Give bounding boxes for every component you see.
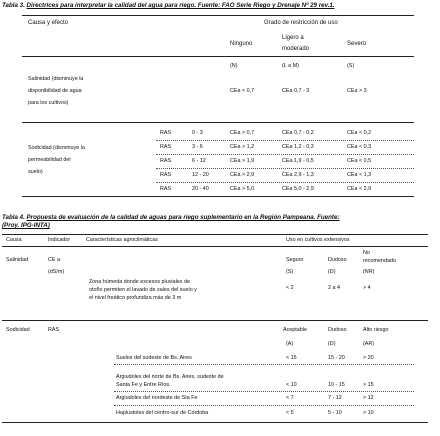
cell: < 7 bbox=[286, 395, 294, 401]
code: (D) bbox=[328, 341, 336, 347]
cell: < 5 bbox=[286, 410, 294, 416]
cell: RAS bbox=[160, 158, 172, 164]
cell: > 20 bbox=[363, 355, 374, 361]
table-4-caption-line-2: (Proy. IPG-INTA) bbox=[2, 222, 50, 229]
cell: < 15 bbox=[286, 355, 297, 361]
column-header: recomendado bbox=[363, 258, 396, 264]
cell: RAS bbox=[160, 130, 172, 136]
row-label: permeabilidad del bbox=[28, 157, 71, 163]
cell: 6 - 12 bbox=[192, 158, 206, 164]
column-header: Seguro bbox=[286, 257, 304, 263]
cell: CEa > 2,9 bbox=[230, 172, 255, 178]
column-header: Severo bbox=[347, 41, 367, 47]
cell: CEa < 0,3 bbox=[347, 144, 372, 150]
code: (N) bbox=[230, 63, 238, 69]
table-3-caption: Tabla 3. Directrices para interpretar la calidad del agua para riego. Fuente: FAO Serie Riego y Drenaje Nº 29 rev.1. bbox=[2, 2, 335, 9]
cell: CEa > 5,0 bbox=[230, 186, 255, 192]
cell: RAS bbox=[160, 144, 172, 150]
cell: CEa > 3 bbox=[347, 88, 367, 94]
code: (A) bbox=[286, 341, 294, 347]
rule bbox=[114, 364, 414, 365]
rule bbox=[156, 140, 414, 141]
code: (L a M) bbox=[282, 63, 299, 69]
description: el nivel freático profundiza más de 3 m bbox=[89, 295, 182, 301]
code: (NR) bbox=[363, 269, 375, 275]
description: Zona húmeda donde excesos pluviales de bbox=[89, 279, 190, 285]
row-label: Salinidad bbox=[6, 257, 29, 263]
column-header: Ligero a bbox=[282, 35, 304, 41]
cell: CEa > 1,2 bbox=[230, 144, 255, 150]
indicator: CE a bbox=[48, 257, 60, 263]
description: Suelos del sudeste de Bs. Aires bbox=[116, 355, 192, 361]
row-label: Sodicidad (disminuye la bbox=[28, 145, 85, 151]
description: Haplustoles del centro-sur de Córdoba bbox=[116, 410, 209, 416]
rule bbox=[22, 56, 414, 57]
row-label: disponibilidad de agua bbox=[28, 88, 82, 94]
cell: CEa 2,9 - 1,3 bbox=[282, 172, 314, 178]
row-label: Salinidad (disminuye la bbox=[28, 76, 84, 82]
cell: > 10 bbox=[363, 410, 374, 416]
cell: CEa < 0,5 bbox=[347, 158, 372, 164]
column-header: Dudoso bbox=[328, 257, 347, 263]
column-header: Causa y efecto bbox=[28, 20, 69, 26]
row-label: suelo) bbox=[28, 169, 43, 175]
column-header: Dudoso bbox=[328, 327, 347, 333]
column-header: Causa bbox=[6, 237, 22, 243]
column-header: Indicador bbox=[48, 237, 71, 243]
row-label: para los cultivos) bbox=[28, 100, 69, 106]
cell: > 12 bbox=[363, 395, 374, 401]
rule bbox=[156, 168, 414, 169]
cell: 0 - 3 bbox=[192, 130, 203, 136]
column-header: moderado bbox=[282, 46, 310, 52]
description: Argiudoles del nordeste de Sta Fe bbox=[116, 395, 198, 401]
code: (S) bbox=[347, 63, 355, 69]
row-label: Sodicidad bbox=[6, 327, 30, 333]
cell: 3 - 6 bbox=[192, 144, 203, 150]
cell: CEa 1,2 - 0,3 bbox=[282, 144, 314, 150]
cell: CEa < 1,3 bbox=[347, 172, 372, 178]
cell: < 10 bbox=[286, 382, 297, 388]
code: (AR) bbox=[363, 341, 375, 347]
code: (S) bbox=[286, 269, 294, 275]
description: Argiudoles del norte de Bs. Aires, sudeste de bbox=[116, 374, 224, 380]
rule bbox=[114, 391, 414, 392]
column-header: Alto riesgo bbox=[363, 327, 389, 333]
cell: 15 - 20 bbox=[328, 355, 345, 361]
cell: CEa 0,7 - 0,2 bbox=[282, 130, 314, 136]
cell: < 2 bbox=[286, 285, 294, 291]
rule bbox=[2, 234, 428, 235]
column-header: No bbox=[363, 250, 370, 256]
cell: CEa < 0,7 bbox=[230, 88, 255, 94]
description: Santa Fe y Entre Ríos. bbox=[116, 382, 171, 388]
column-header: Uso en cultivos extensivos bbox=[286, 237, 350, 243]
indicator: RAS bbox=[48, 327, 60, 333]
rule bbox=[2, 246, 428, 247]
cell: 5 - 10 bbox=[328, 410, 342, 416]
cell: CEa > 1,9 bbox=[230, 158, 255, 164]
rule bbox=[114, 405, 414, 406]
cell: CEa < 0,2 bbox=[347, 130, 372, 136]
rule bbox=[22, 15, 414, 16]
cell: 7 - 12 bbox=[328, 395, 342, 401]
rule bbox=[2, 320, 428, 321]
cell: 12 - 20 bbox=[192, 172, 209, 178]
cell: CEa > 0,7 bbox=[230, 130, 255, 136]
cell: > 15 bbox=[363, 382, 374, 388]
rule bbox=[156, 154, 414, 155]
cell: RAS bbox=[160, 172, 172, 178]
cell: RAS bbox=[160, 186, 172, 192]
cell: CEa 1,9 - 0,5 bbox=[282, 158, 314, 164]
column-header: Ninguno bbox=[230, 41, 253, 47]
rule bbox=[2, 422, 428, 423]
rule bbox=[22, 196, 414, 197]
description: otoño permiten el lavado de sales del suelo y bbox=[89, 287, 197, 293]
cell: CEa < 2,9 bbox=[347, 186, 372, 192]
cell: 20 - 40 bbox=[192, 186, 209, 192]
cell: 2 a 4 bbox=[328, 285, 340, 291]
code: (D) bbox=[328, 269, 336, 275]
indicator-unit: (dS/m) bbox=[48, 269, 65, 275]
cell: > 4 bbox=[363, 285, 371, 291]
cell: 10 - 15 bbox=[328, 382, 345, 388]
column-header: Características agroclimáticas bbox=[86, 237, 158, 243]
rule bbox=[22, 122, 414, 123]
column-header: Aceptable bbox=[283, 327, 307, 333]
rule bbox=[156, 182, 414, 183]
cell: CEa 5,0 - 2,9 bbox=[282, 186, 314, 192]
cell: CEa 0,7 - 3 bbox=[282, 88, 310, 94]
table-4-caption: Tabla 4. Propuesta de evaluación de la calidad de aguas para riego suplementario en la Región Pampeana. Fuente: bbox=[2, 214, 340, 221]
column-group-header: Grado de restricción de uso bbox=[264, 20, 338, 26]
